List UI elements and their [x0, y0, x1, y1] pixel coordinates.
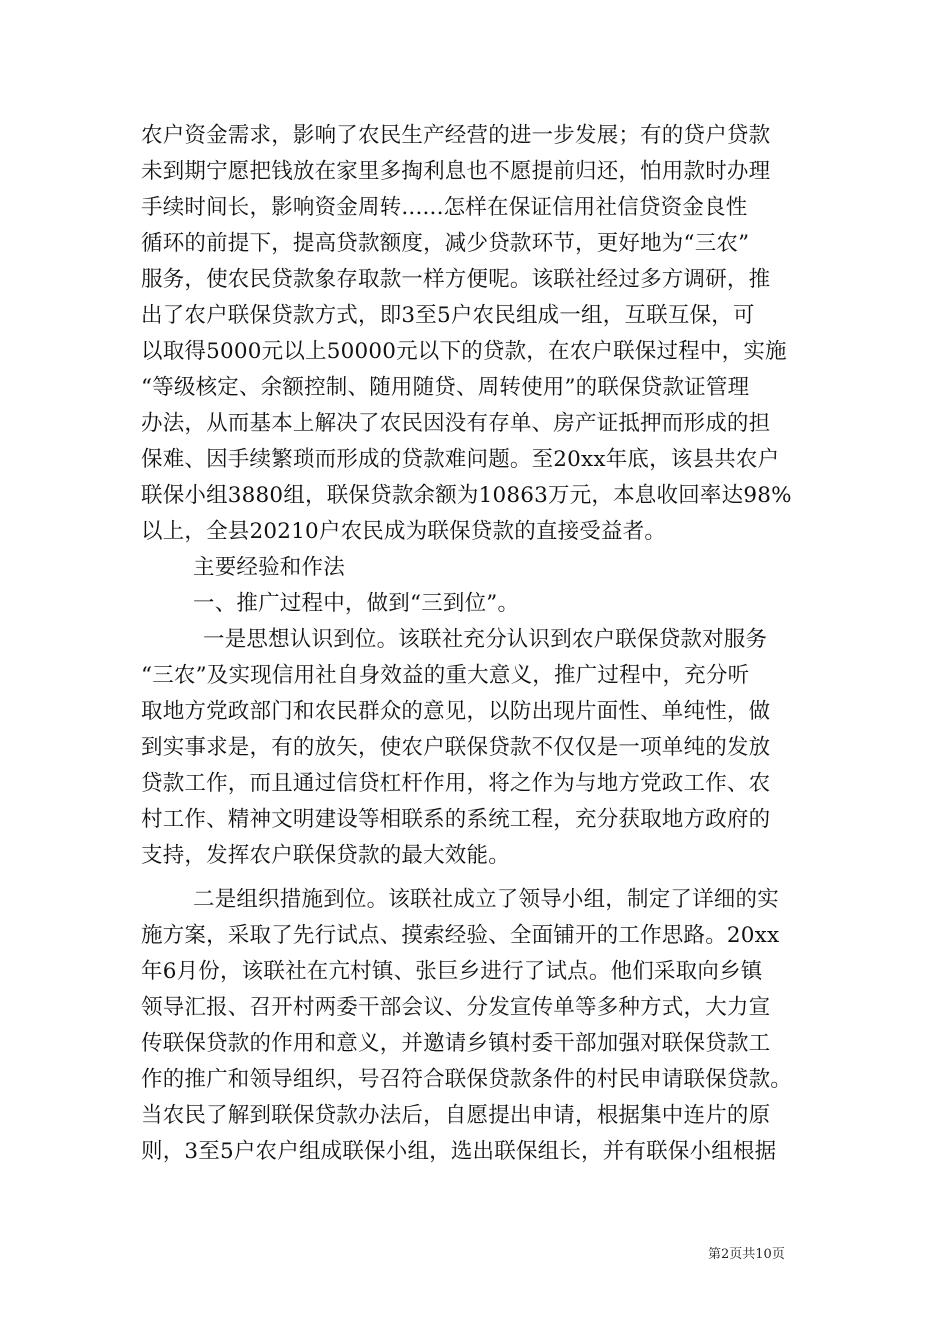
paragraph-line: 取地方党政部门和农民群众的意见，以防出现片面性、单纯性，做	[141, 699, 771, 724]
paragraph-line: 服务，使农民贷款象存取款一样方便呢。该联社经过多方调研，推	[141, 267, 771, 292]
paragraph-line: 以上，全县20210户农民成为联保贷款的直接受益者。	[141, 519, 667, 544]
paragraph-line: 领导汇报、召开村两委干部会议、分发宣传单等多种方式，大力宣	[141, 995, 771, 1020]
paragraph-line: 传联保贷款的作用和意义，并邀请乡镇村委干部加强对联保贷款工	[141, 1031, 771, 1056]
paragraph-line: “等级核定、余额控制、随用随贷、周转使用”的联保贷款证管理	[141, 375, 750, 400]
paragraph-line: 以取得5000元以上50000元以下的贷款，在农户联保过程中，实施	[141, 339, 787, 364]
paragraph-line: 未到期宁愿把钱放在家里多掏利息也不愿提前归还，怕用款时办理	[141, 159, 771, 184]
paragraph-line: 出了农户联保贷款方式，即3至5户农民组成一组，互联互保，可	[141, 303, 755, 328]
paragraph-line: 支持，发挥农户联保贷款的最大效能。	[141, 843, 510, 868]
paragraph-line: 农户资金需求，影响了农民生产经营的进一步发展；有的贷户贷款	[141, 123, 771, 148]
paragraph-line: 当农民了解到联保贷款办法后，自愿提出申请，根据集中连片的原	[141, 1103, 771, 1128]
paragraph-line: 二是组织措施到位。该联社成立了领导小组，制定了详细的实	[193, 887, 779, 912]
paragraph-line: 施方案，采取了先行试点、摸索经验、全面铺开的工作思路。20xx	[141, 923, 780, 948]
paragraph-line: 一是思想认识到位。该联社充分认识到农户联保贷款对服务	[203, 627, 768, 652]
paragraph-line: 办法，从而基本上解决了农民因没有存单、房产证抵押而形成的担	[141, 411, 771, 436]
paragraph-line: 贷款工作，而且通过信贷杠杆作用，将之作为与地方党政工作、农	[141, 771, 771, 796]
paragraph-line: 到实事求是，有的放矢，使农户联保贷款不仅仅是一项单纯的发放	[141, 735, 771, 760]
paragraph-line: 保难、因手续繁琐而形成的贷款难问题。至20xx年底，该县共农户	[141, 447, 780, 472]
paragraph-line: 联保小组3880组，联保贷款余额为10863万元，本息收回率达98%	[141, 483, 792, 508]
paragraph-line: 村工作、精神文明建设等相联系的系统工程，充分获取地方政府的	[141, 807, 771, 832]
paragraph-line: 手续时间长，影响资金周转......怎样在保证信用社信贷资金良性	[141, 195, 748, 220]
paragraph-line: “三农”及实现信用社自身效益的重大意义，推广过程中，充分听	[141, 663, 750, 688]
subsection-heading: 一、推广过程中，做到“三到位”。	[193, 591, 520, 616]
page-number-footer: 第2页共10页	[708, 1247, 785, 1262]
paragraph-line: 年6月份，该联社在亢村镇、张巨乡进行了试点。他们采取向乡镇	[141, 959, 763, 984]
paragraph-line: 则，3至5户农户组成联保小组，选出联保组长，并有联保小组根据	[141, 1139, 777, 1164]
paragraph-line: 作的推广和领导组织，号召符合联保贷款条件的村民申请联保贷款。	[141, 1067, 793, 1092]
paragraph-line: 循环的前提下，提高贷款额度，减少贷款环节，更好地为“三农”	[141, 231, 750, 256]
section-heading: 主要经验和作法	[193, 555, 345, 580]
